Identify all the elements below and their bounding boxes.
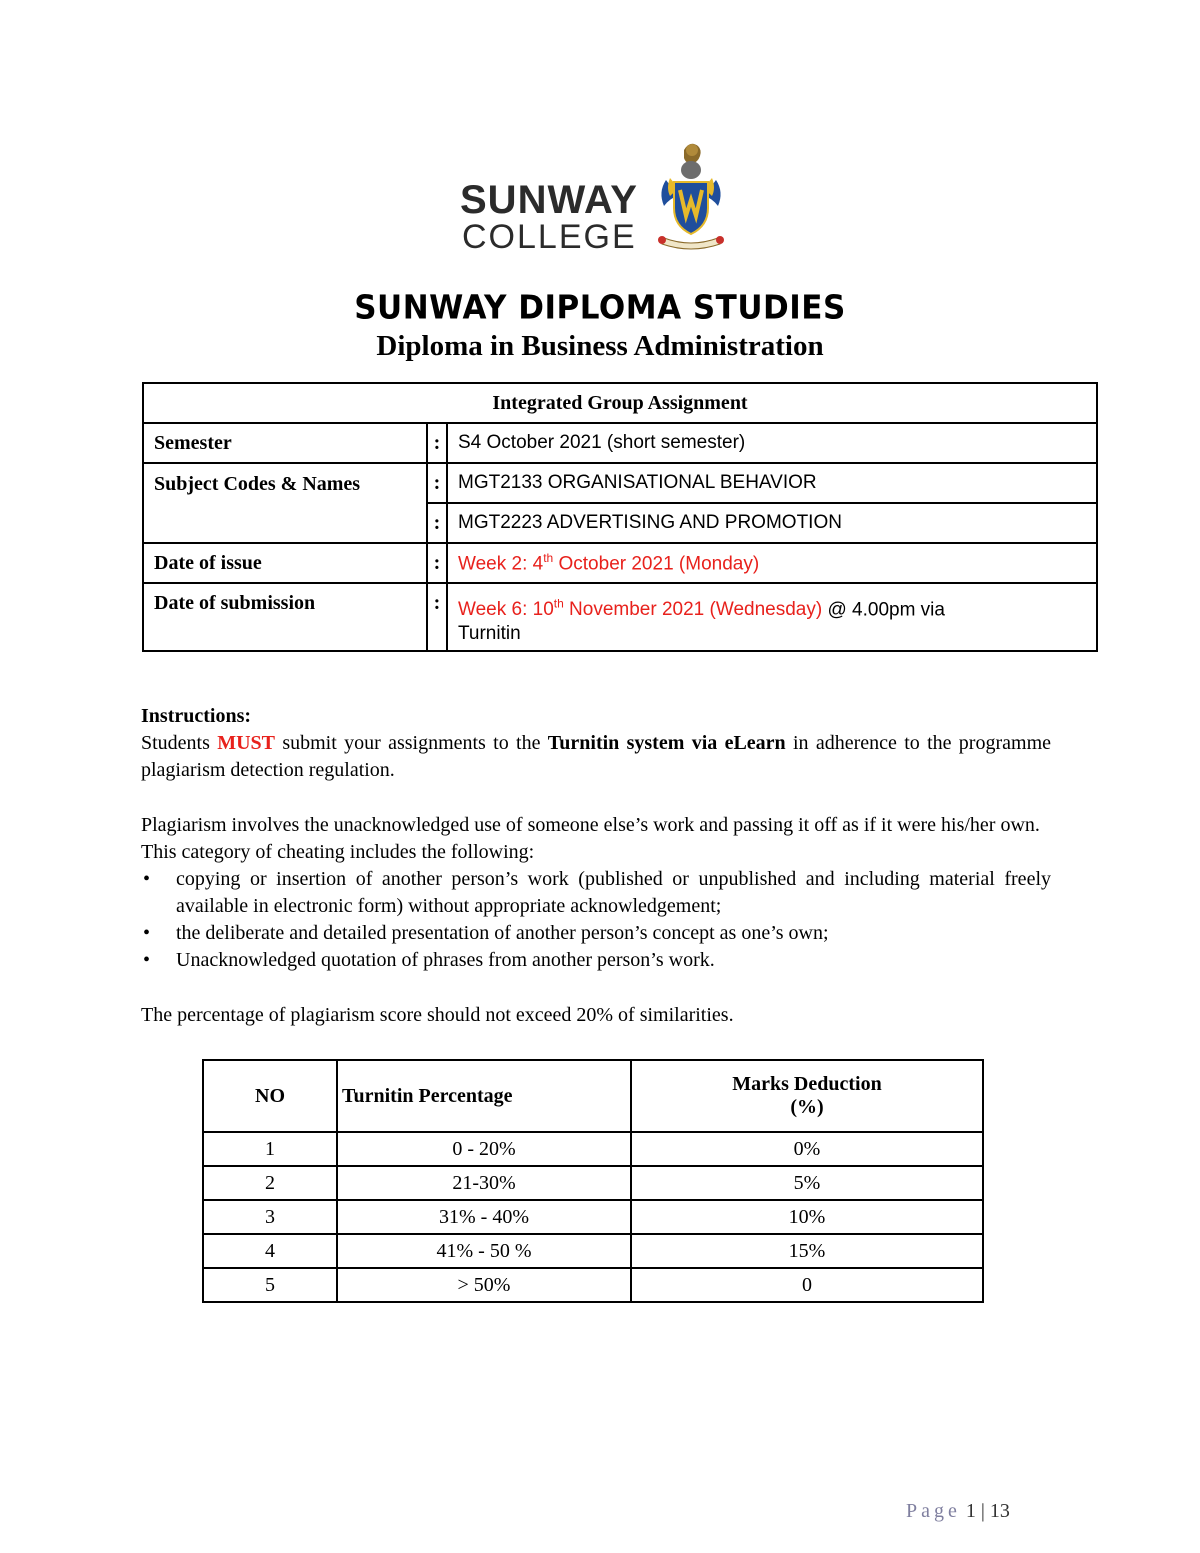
table-row: 3 31% - 40% 10% — [203, 1200, 983, 1234]
colon: : — [427, 463, 447, 503]
semester-value: S4 October 2021 (short semester) — [447, 423, 1097, 463]
issue-value: Week 2: 4th October 2021 (Monday) — [447, 543, 1097, 583]
list-item: • copying or insertion of another person’s work (published or unpublished and including material freely available in electronic form) without appropriate acknowledgement; — [143, 868, 1051, 917]
crest-icon — [656, 140, 726, 252]
colon: : — [427, 423, 447, 463]
issue-label: Date of issue — [143, 543, 427, 583]
list-item: • Unacknowledged quotation of phrases from another person’s work. — [143, 949, 715, 971]
semester-label: Semester — [143, 423, 427, 463]
programme-title: SUNWAY DIPLOMA STUDIES — [354, 289, 846, 327]
submission-value: Week 6: 10th November 2021 (Wednesday) @ 4.00pm via Turnitin — [447, 583, 1097, 651]
instructions-paragraph-1: Students MUST submit your assignments to the Turnitin system via eLearn in adherence to the programme plagiarism detection regulation. — [141, 732, 1051, 781]
colon: : — [427, 543, 447, 583]
submission-label: Date of submission — [143, 583, 427, 651]
programme-subtitle: Diploma in Business Administration — [376, 330, 824, 362]
table-row: 4 41% - 50 % 15% — [203, 1234, 983, 1268]
page-number: Page 1 | 13 — [906, 1500, 1010, 1522]
colon: : — [427, 583, 447, 651]
header-no: NO — [203, 1060, 337, 1132]
logo-text-college: COLLEGE — [462, 218, 637, 256]
plagiarism-list — [141, 866, 1051, 974]
table-row: 1 0 - 20% 0% — [203, 1132, 983, 1166]
header-turnitin-percentage: Turnitin Percentage — [337, 1060, 631, 1132]
list-item: • the deliberate and detailed presentation of another person’s concept as one’s own; — [143, 922, 829, 944]
instructions-heading: Instructions: — [141, 705, 252, 727]
instructions — [141, 703, 1051, 1029]
assignment-info-table — [142, 382, 1098, 652]
assignment-heading: Integrated Group Assignment — [143, 383, 1097, 423]
college-logo — [460, 140, 730, 255]
logo-text-sunway: SUNWAY — [460, 178, 638, 222]
table-row: 2 21-30% 5% — [203, 1166, 983, 1200]
header-marks-deduction: Marks Deduction (%) — [631, 1060, 983, 1132]
table-row: 5 > 50% 0 — [203, 1268, 983, 1302]
colon: : — [427, 503, 447, 543]
subject-value-2: MGT2223 ADVERTISING AND PROMOTION — [447, 503, 1097, 543]
instructions-paragraph-2: Plagiarism involves the unacknowledged use of someone else’s work and passing it off as if it were his/her own. This category of cheating includes the following: — [141, 814, 1040, 863]
marks-deduction-table — [202, 1059, 984, 1303]
subject-label: Subject Codes & Names — [143, 463, 427, 543]
instructions-paragraph-3: The percentage of plagiarism score should not exceed 20% of similarities. — [141, 1004, 734, 1026]
subject-value-1: MGT2133 ORGANISATIONAL BEHAVIOR — [447, 463, 1097, 503]
